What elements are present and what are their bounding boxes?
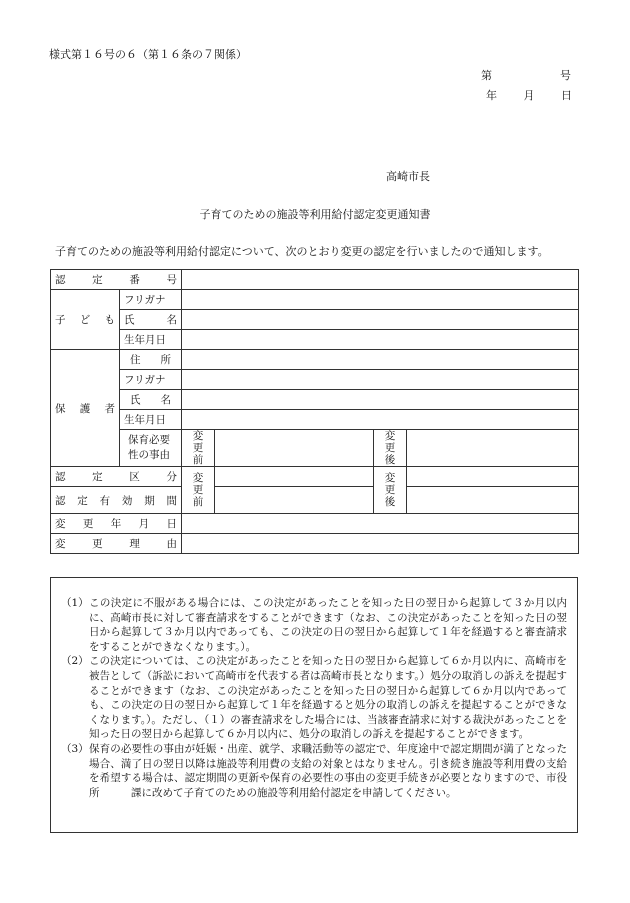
note-item (61, 596, 567, 654)
table-row (51, 430, 579, 467)
child-furigana-field[interactable] (182, 290, 579, 310)
form-number: 様式第１６号の６（第１６条の７関係） (49, 48, 247, 61)
date-month: 月 (523, 89, 535, 102)
table-row (51, 350, 579, 370)
table-row (51, 310, 579, 330)
table-row (51, 290, 579, 310)
child-furigana-label: フリガナ (120, 290, 182, 310)
note-number: （1） (61, 597, 89, 609)
note-text: この決定については、この決定があったことを知った日の翌日から起算して６か月以内に、高崎市を被告として（訴訟において高崎市を代表する者は高崎市長となります。）処分の取消しの訴えを提起することができます（なお、この決定があったことを知った日の翌日から起算して６か月以内であっても、この決定の日の翌日から起算して１年を経過すると処分の取消しの訴えを提起することができなくなります。）。ただし、（１）の審査請求をした場合には、当該審査請求に対する裁決があったことを知った日の翌日から起算して６か月以内に、処分の取消しの訴えを提起することができます。 (89, 655, 567, 741)
certification-table (50, 269, 579, 554)
number-prefix: 第 (481, 69, 492, 82)
issuer: 高崎市長 (386, 170, 430, 183)
change-date-label: 変 更 年 月 日 (51, 514, 182, 534)
date-day: 日 (561, 89, 572, 102)
child-birth-field[interactable] (182, 330, 579, 350)
change-reason-field[interactable] (182, 534, 579, 554)
issue-date (486, 87, 572, 103)
valid-period-label: 認 定 有 効 期 間 (51, 487, 182, 514)
valid-period-after-field[interactable] (407, 487, 579, 514)
intro-text: 子育てのための施設等利用給付認定について、次のとおり変更の認定を行いましたので通知します。 (55, 245, 549, 258)
document-number (481, 67, 571, 83)
after-label: 変更後 (374, 430, 407, 467)
note-text: 保育の必要性の事由が妊娠・出産、就学、求職活動等の認定で、年度途中で認定期間が満了となった場合、満了日の翌日以降は施設等利用費の支給の対象とはなりません。引き続き施設等利用費の支給を希望する場合は、認定期間の更新や保育の必要性の事由の変更手続きが必要となりますので、市役所 課に改めて子育てのための施設等利用給付認定を申請してください。 (89, 742, 567, 799)
guardian-group-label: 保 護 者 (51, 350, 120, 467)
note-number: （2） (61, 655, 89, 668)
cert-category-before-field[interactable] (215, 467, 374, 487)
guardian-address-field[interactable] (182, 350, 579, 370)
valid-period-before-field[interactable] (215, 487, 374, 514)
before-label: 変更前 (182, 430, 215, 467)
table-row (51, 410, 579, 430)
note-text: この決定に不服がある場合には、この決定があったことを知った日の翌日から起算して３か月以内に、高崎市長に対して審査請求をすることができます（なお、この決定があったことを知った日の翌日から起算して３か月以内であっても、この決定の日の翌日から起算して１年を経過すると審査請求をすることができなくなります。）。 (89, 597, 567, 653)
table-row (51, 330, 579, 350)
table-row (51, 370, 579, 390)
cert-category-label: 認 定 区 分 (51, 467, 182, 487)
care-reason-after-field[interactable] (407, 430, 579, 467)
date-year: 年 (486, 89, 497, 102)
guardian-name-label: 氏 名 (120, 390, 182, 410)
cert-number-field[interactable] (182, 270, 579, 290)
table-row (51, 534, 579, 554)
child-name-field[interactable] (182, 310, 579, 330)
care-reason-before-field[interactable] (215, 430, 374, 467)
guardian-address-label: 住 所 (120, 350, 182, 370)
cert-category-after-field[interactable] (407, 467, 579, 487)
number-suffix: 号 (560, 69, 571, 82)
before-label-2: 変更前 (182, 467, 215, 514)
guardian-birth-field[interactable] (182, 410, 579, 430)
note-item (61, 742, 567, 800)
care-reason-label: 保育必要性の事由 (120, 430, 182, 467)
child-birth-label: 生年月日 (120, 330, 182, 350)
notes-box (50, 577, 578, 833)
after-label-2: 変更後 (374, 467, 407, 514)
document-title: 子育てのための施設等利用給付認定変更通知書 (199, 208, 431, 221)
table-row (51, 467, 579, 487)
table-row (51, 390, 579, 410)
child-name-label: 氏 名 (120, 310, 182, 330)
guardian-birth-label: 生年月日 (120, 410, 182, 430)
cert-number-label: 認 定 番 号 (51, 270, 182, 290)
note-number: （3） (61, 742, 89, 755)
child-group-label: 子 ど も (51, 290, 120, 350)
guardian-furigana-field[interactable] (182, 370, 579, 390)
change-reason-label: 変 更 理 由 (51, 534, 182, 554)
guardian-furigana-label: フリガナ (120, 370, 182, 390)
change-date-field[interactable] (182, 514, 579, 534)
guardian-name-field[interactable] (182, 390, 579, 410)
note-item (61, 654, 567, 742)
table-row (51, 487, 579, 514)
table-row (51, 270, 579, 290)
table-row (51, 514, 579, 534)
